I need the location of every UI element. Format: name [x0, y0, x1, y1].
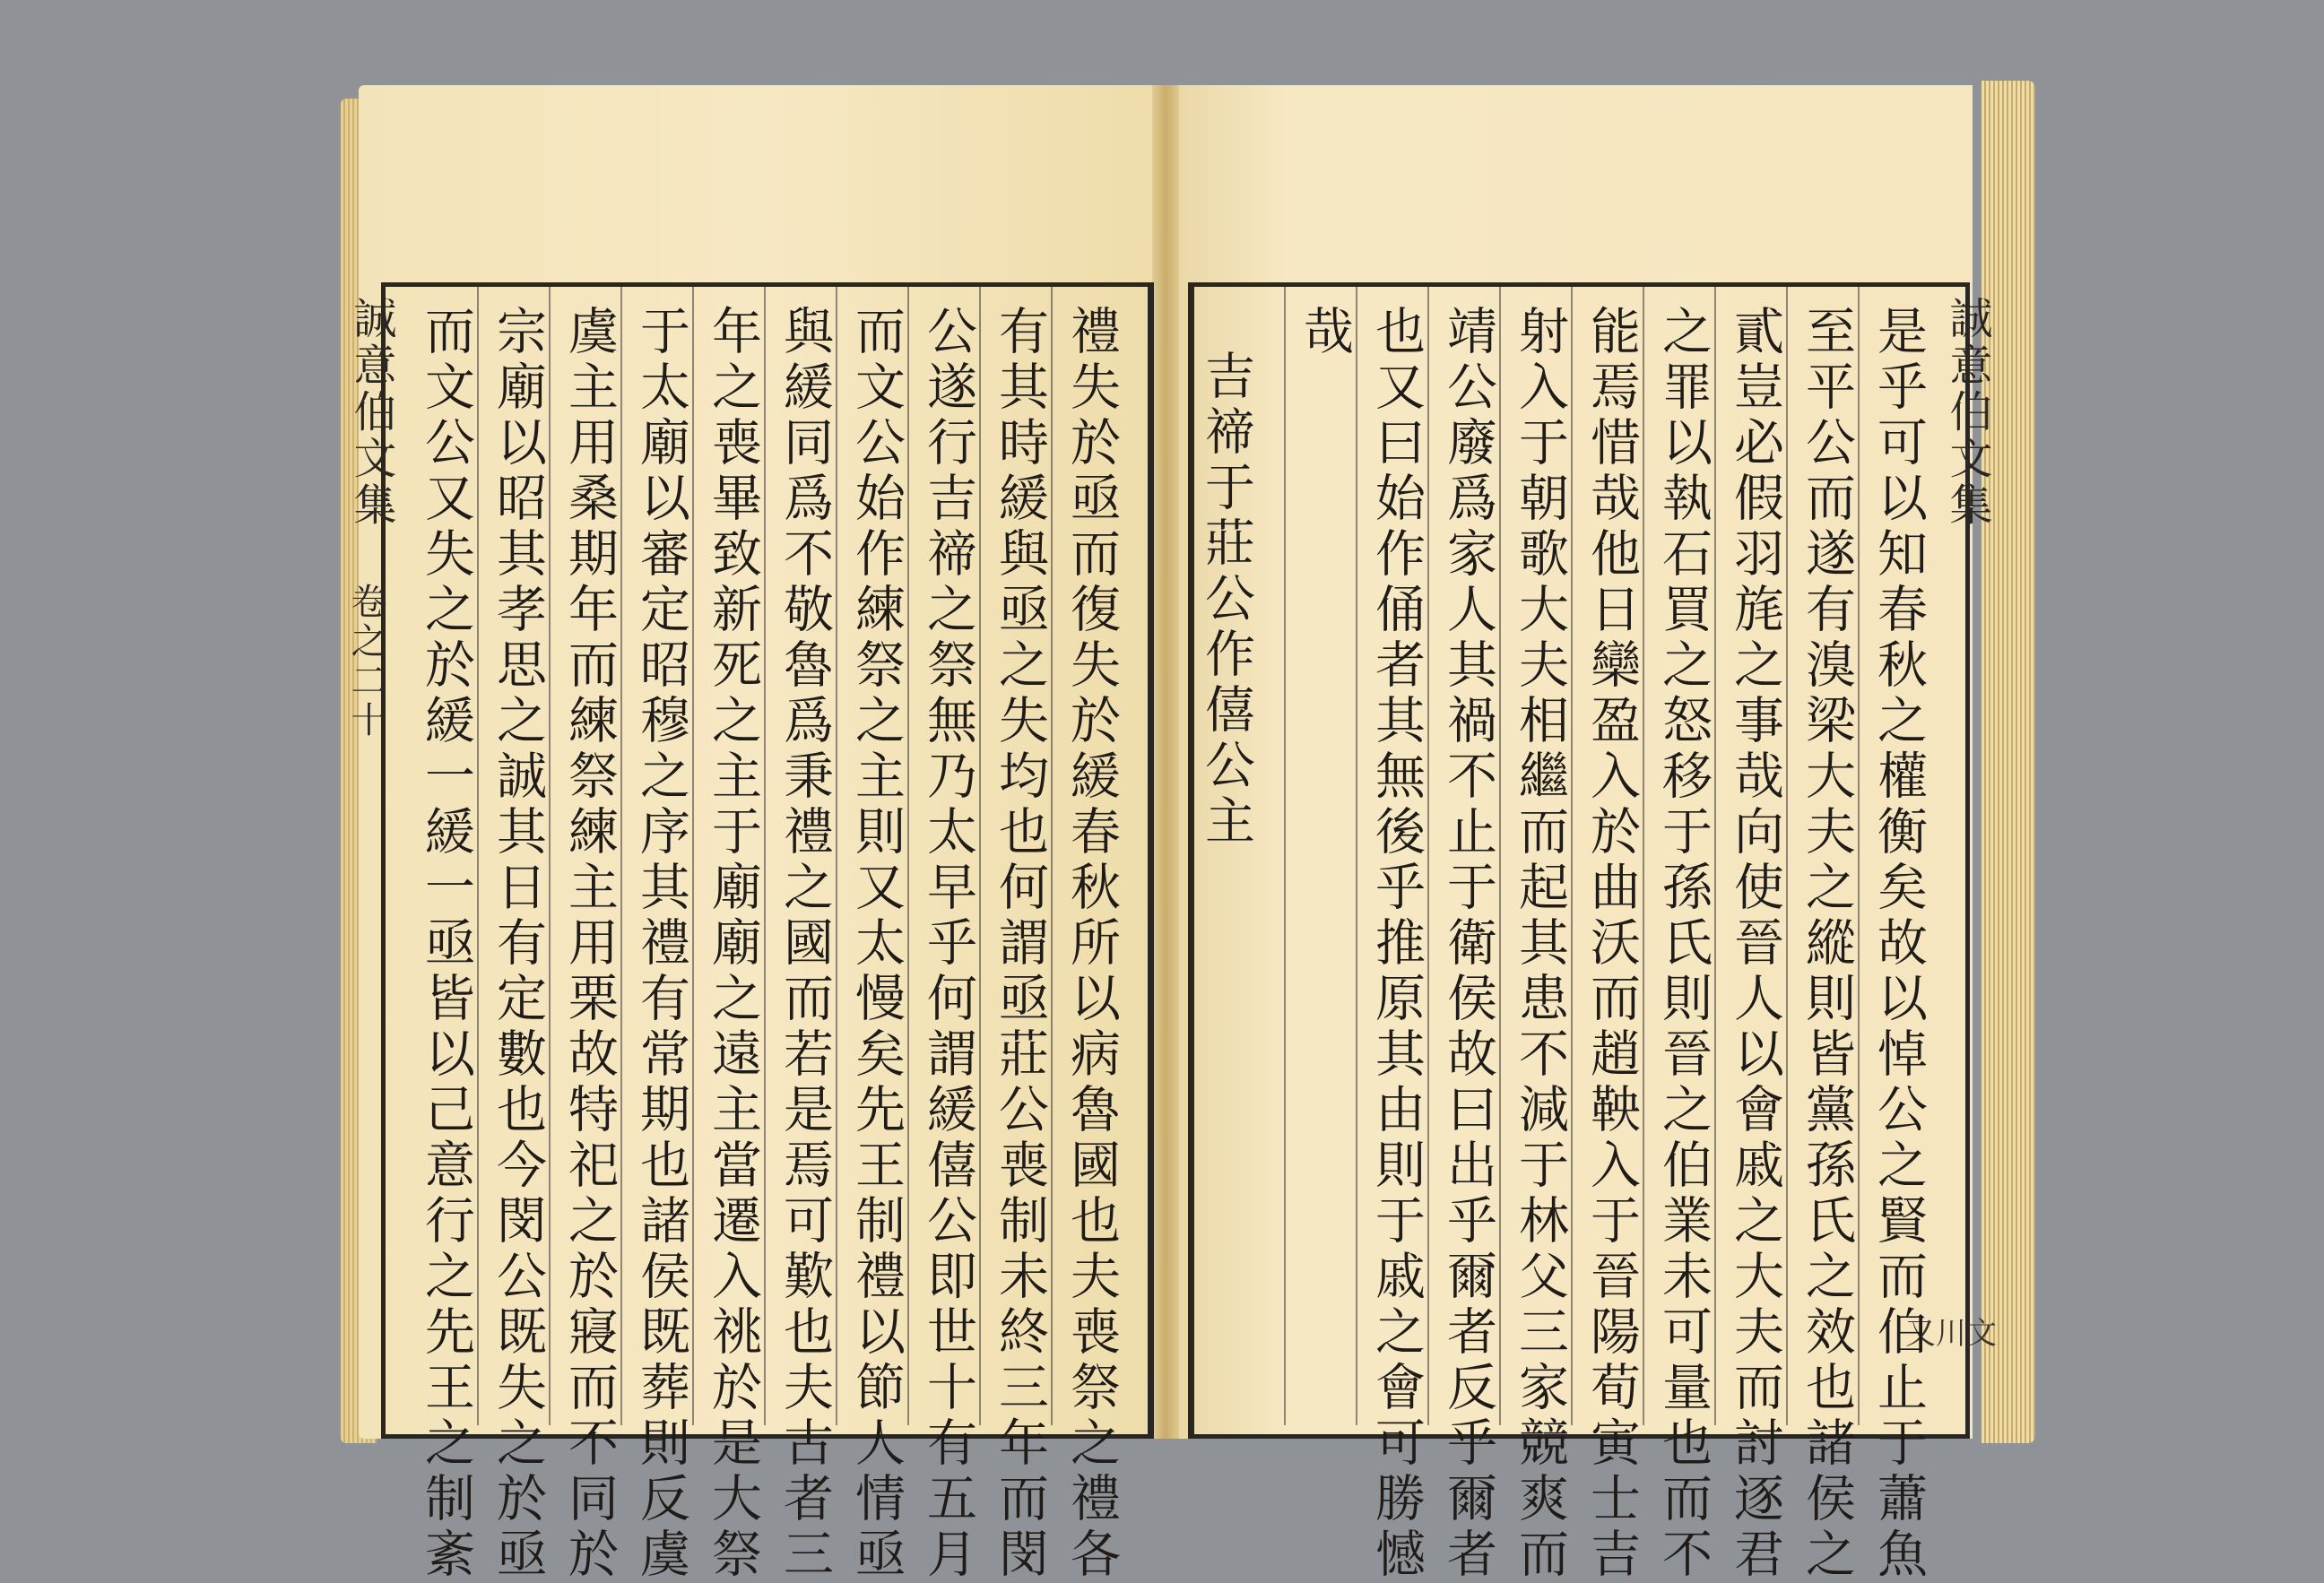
left-column-rule: [836, 287, 837, 1425]
right-column-1: 是乎可以知春秋之權衡矣故以悼公之賢而伯止于蕭魚: [1869, 305, 1928, 1583]
left-column-10: 而文公又失之於緩一緩一亟皆以己意行之先王之制紊: [417, 305, 475, 1583]
right-page-stamp: 又川文: [1905, 1316, 1997, 1352]
right-margin-title: 誠意伯文集: [1942, 296, 1992, 529]
left-column-rule: [907, 287, 909, 1425]
right-column-rule: [1499, 287, 1501, 1425]
left-column-rule: [1051, 287, 1053, 1425]
right-column-rule: [1858, 287, 1860, 1425]
right-column-rule: [1284, 287, 1286, 1425]
right-column-4: 之罪以執石買之怒移于孫氏則晉之伯業未可量也而不: [1654, 305, 1713, 1583]
right-column-rule: [1643, 287, 1644, 1425]
left-column-rule: [979, 287, 981, 1425]
left-column-rule: [477, 287, 479, 1425]
right-column-heading: 吉禘于莊公作僖公主: [1197, 350, 1255, 850]
left-column-7: 于太廟以審定昭穆之序其禮有常期也諸侯既葬則反虞: [632, 305, 690, 1583]
right-column-9: 哉: [1296, 305, 1354, 360]
left-column-6: 年之喪畢致新死之主于廟廟之遠主當遷入祧於是大祭: [704, 305, 762, 1583]
left-column-2: 有其時緩與亟之失均也何謂亟莊公喪制未終三年而閔: [991, 305, 1049, 1583]
left-column-4: 而文公始作練祭之主則又太慢矣先王制禮以節人情亟: [847, 305, 906, 1583]
left-column-rule: [549, 287, 551, 1425]
left-column-3: 公遂行吉禘之祭無乃太早乎何謂緩僖公即世十有五月: [919, 305, 977, 1583]
left-column-rule: [620, 287, 622, 1425]
left-column-5: 與緩同爲不敬魯爲秉禮之國而若是焉可歎也夫古者三: [776, 305, 834, 1583]
book-gutter: [1152, 85, 1179, 1439]
right-column-5: 能焉惜哉他日欒盈入於曲沃而趙鞅入于晉陽荀寅士吉: [1583, 305, 1641, 1583]
left-column-8: 虞主用桑期年而練祭練主用栗故特祀之於寢而不同於: [560, 305, 619, 1583]
right-column-rule: [1356, 287, 1357, 1425]
left-column-9: 宗廟以昭其孝思之誠其日有定數也今閔公既失之於亟: [489, 305, 547, 1583]
right-column-rule: [1571, 287, 1573, 1425]
right-page-edges: [1981, 81, 2035, 1443]
right-column-rule: [1786, 287, 1788, 1425]
open-book: [341, 81, 2026, 1583]
right-column-3: 貳豈必假羽旄之事哉向使晉人以會戚之大夫而討逐君: [1726, 305, 1784, 1583]
left-margin-volume: 卷之二十: [345, 583, 386, 740]
left-column-1: 禮失於亟而復失於緩春秋所以病魯國也夫喪祭之禮各: [1062, 305, 1121, 1583]
right-column-8: 也又曰始作俑者其無後乎推原其由則于戚之會可勝憾: [1367, 305, 1426, 1583]
right-column-rule: [1427, 287, 1429, 1425]
right-column-rule: [1714, 287, 1716, 1425]
left-column-rule: [692, 287, 694, 1425]
left-column-rule: [764, 287, 766, 1425]
right-column-2: 至平公而遂有溴梁大夫之縱則皆黨孫氏之效也諸侯之: [1798, 305, 1856, 1583]
right-column-7: 靖公廢爲家人其禍不止于衛侯故曰出乎爾者反乎爾者: [1439, 305, 1497, 1583]
left-margin-title: 誠意伯文集: [346, 296, 396, 529]
right-column-6: 射入于朝歌大夫相繼而起其患不減于林父三家競爽而: [1511, 305, 1569, 1583]
